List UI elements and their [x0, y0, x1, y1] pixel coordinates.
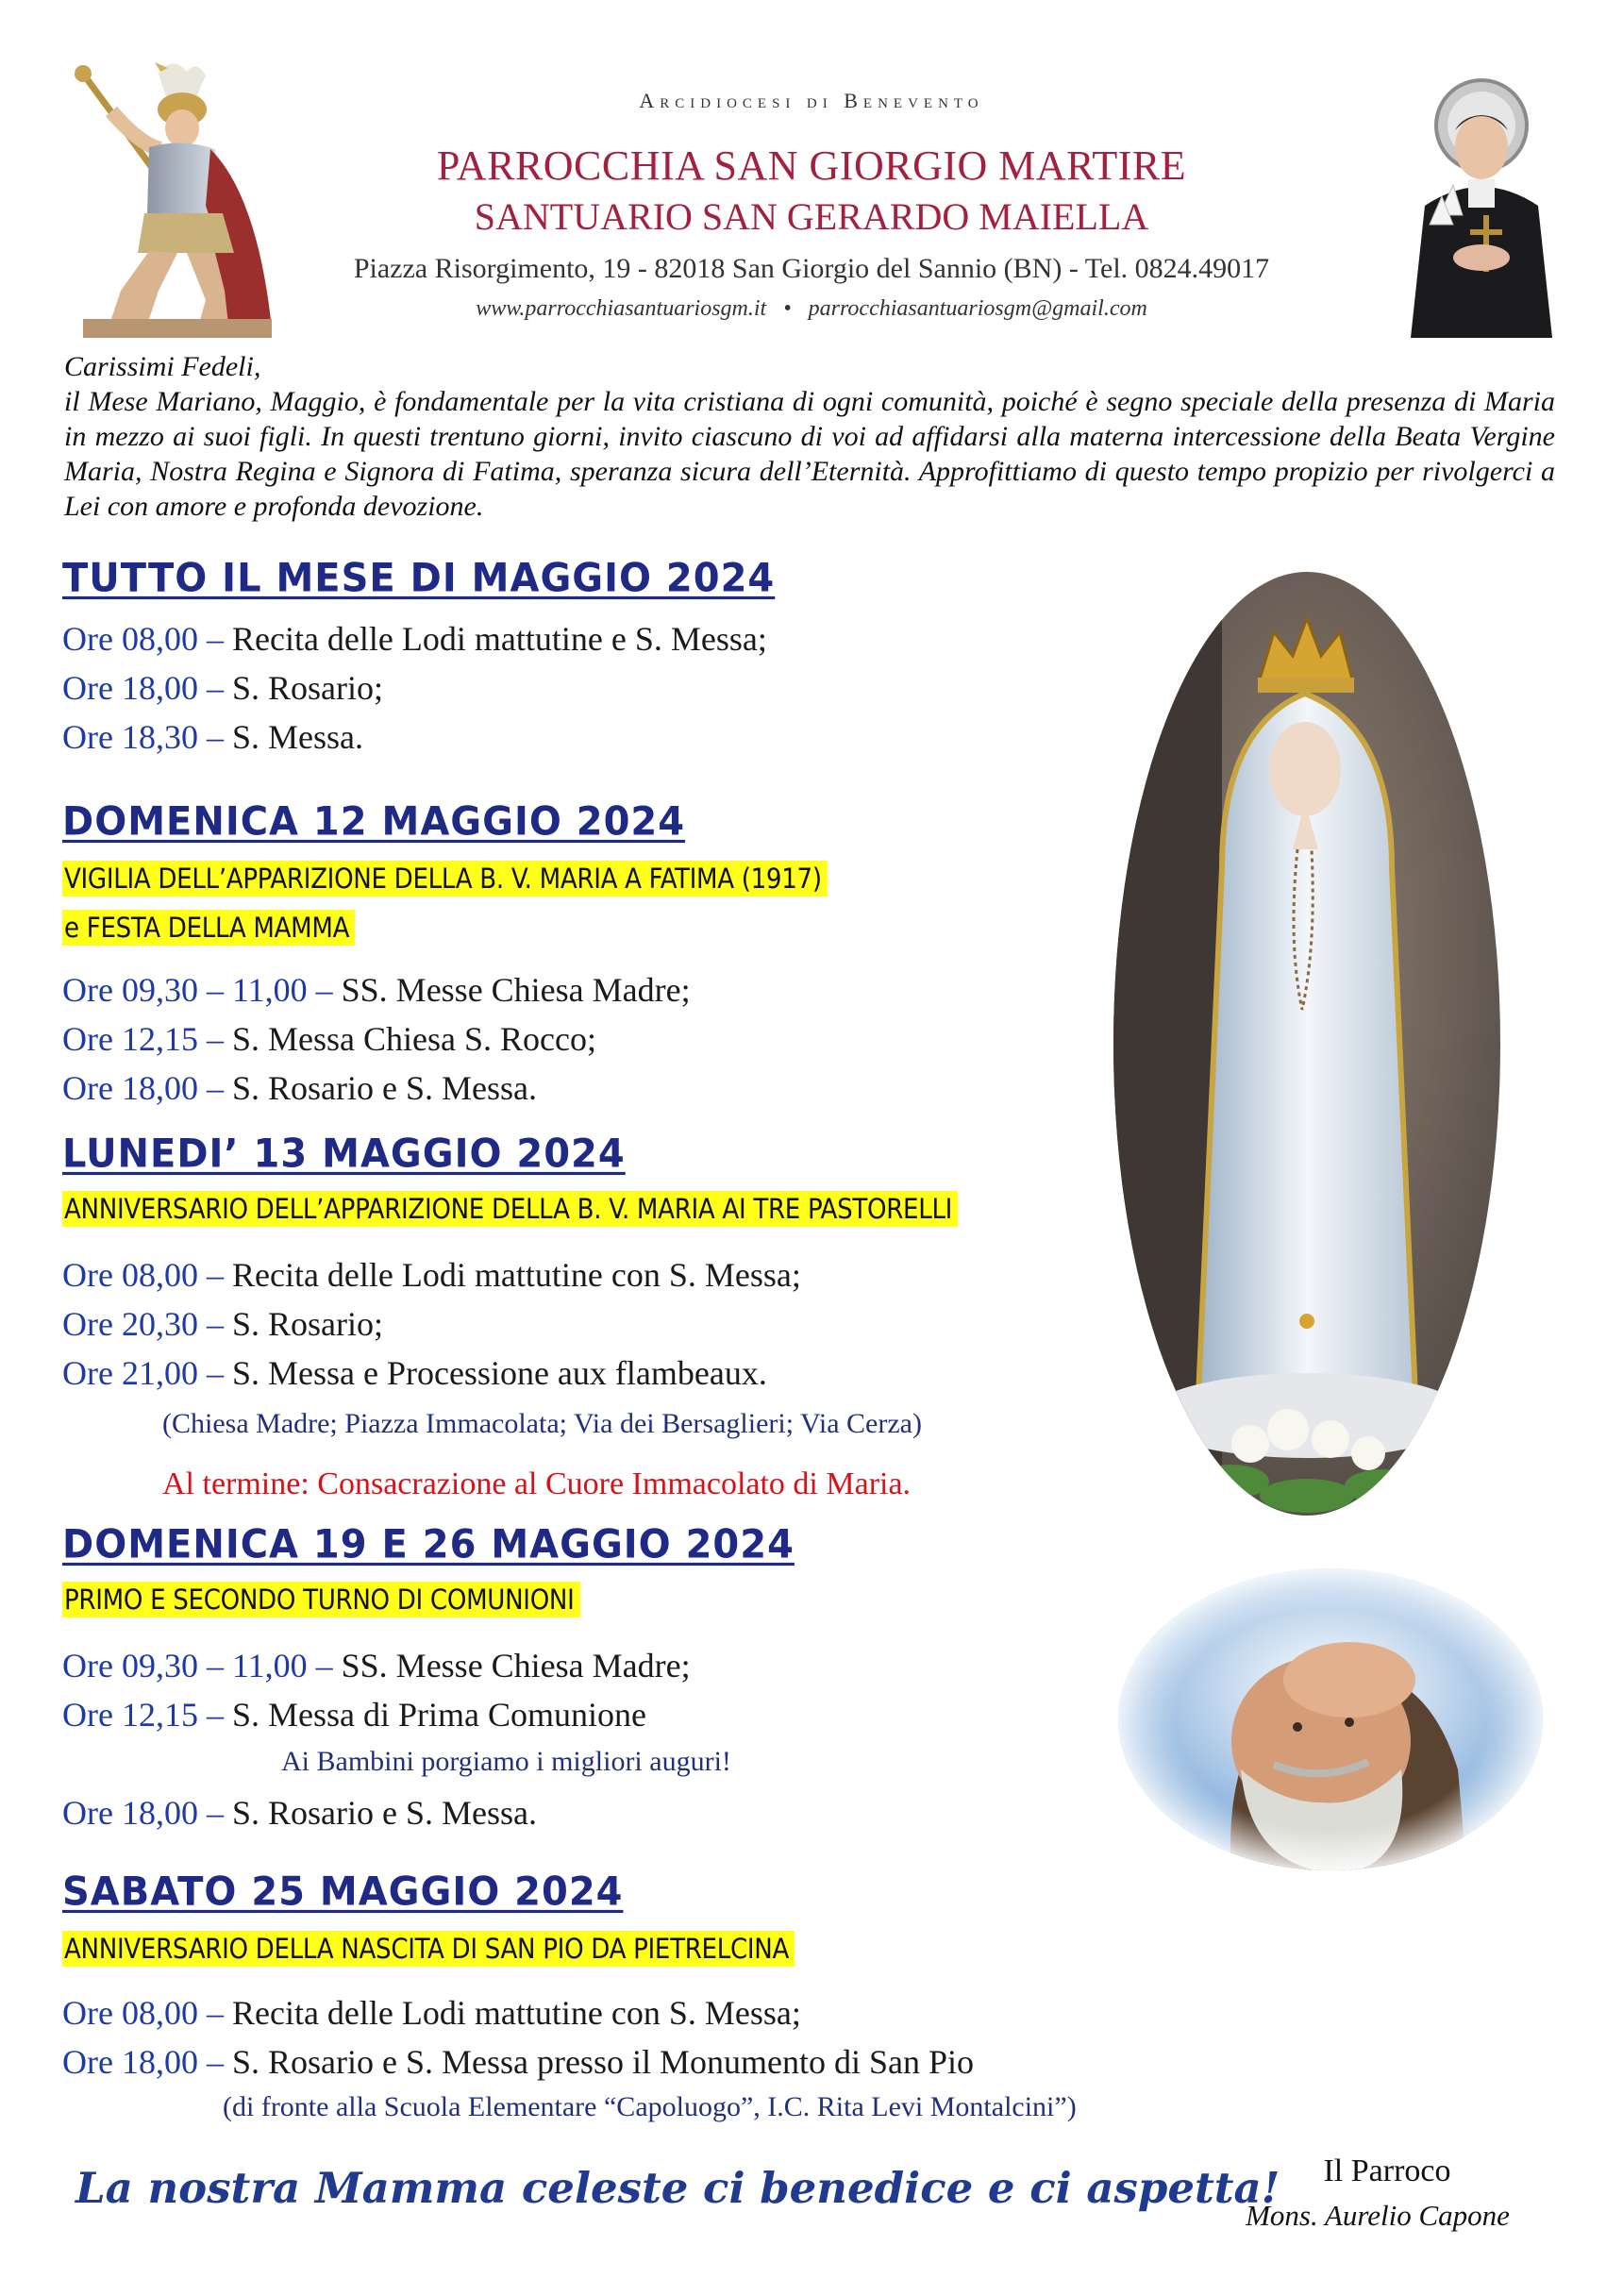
schedule-desc: SS. Messe Chiesa Madre; [341, 1647, 691, 1684]
procession-route-note: (Chiesa Madre; Piazza Immacolata; Via dei Bersaglieri; Via Cerza) [162, 1408, 922, 1439]
monument-location-note: (di fronte alla Scuola Elementare “Capoluogo”, I.C. Rita Levi Montalcini”) [223, 2091, 1077, 2122]
schedule-line [62, 1066, 537, 1110]
schedule-time: Ore 08,00 – [62, 1994, 224, 2032]
schedule-time: Ore 18,00 – [62, 669, 224, 707]
section-heading-may-25: SABATO 25 MAGGIO 2024 [62, 1869, 624, 1916]
schedule-desc: S. Messa. [231, 718, 363, 756]
contact-line [0, 296, 1623, 322]
closing-blessing: La nostra Mamma celeste ci benedice e ci aspetta! [75, 2163, 1280, 2213]
schedule-time: Ore 12,15 – [62, 1020, 224, 1058]
schedule-line [62, 1644, 691, 1687]
schedule-line [62, 715, 363, 759]
schedule-time: Ore 09,30 – 11,00 – [62, 1647, 333, 1684]
schedule-desc: Recita delle Lodi mattutine con S. Messa; [231, 1994, 801, 2032]
intro-body: il Mese Mariano, Maggio, è fondamentale per la vita cristiana di ogni comunità, poiché è segno speciale della presenza di Maria in mezzo ai suoi figli. In questi trentuno giorni, invito ciascuno di voi ad affidarsi alla materna intercessione della Beata Vergine Maria, Nostra Regina e Signora di Fatima, speranza sicura dell’Eternità. Approfittiamo di questo tempo propizio per rivolgerci a Lei con amore e profonda devozione. [64, 386, 1555, 522]
sanctuary-name: SANTUARIO SAN GERARDO MAIELLA [474, 195, 1149, 238]
schedule-line [62, 2040, 974, 2084]
highlight-banner: ANNIVERSARIO DELLA NASCITA DI SAN PIO DA PIETRELCINA [62, 1931, 795, 1967]
separator-bullet: • [783, 296, 792, 321]
email-link[interactable]: parrocchiasantuariosgm@gmail.com [808, 296, 1147, 321]
schedule-time: Ore 09,30 – 11,00 – [62, 971, 333, 1009]
schedule-desc: S. Rosario e S. Messa. [231, 1069, 537, 1107]
intro-letter [64, 349, 1555, 524]
consecration-note: Al termine: Consacrazione al Cuore Immacolato di Maria. [162, 1466, 912, 1501]
schedule-line [62, 1302, 383, 1346]
schedule-line [62, 1017, 596, 1061]
schedule-desc: S. Rosario e S. Messa presso il Monumento di San Pio [231, 2043, 974, 2081]
schedule-desc: SS. Messe Chiesa Madre; [341, 971, 691, 1009]
section-heading-may-12: DOMENICA 12 MAGGIO 2024 [62, 798, 686, 846]
schedule-line [62, 1351, 767, 1395]
highlight-banner: PRIMO E SECONDO TURNO DI COMUNIONI [62, 1582, 580, 1617]
first-communion-wish: Ai Bambini porgiamo i migliori auguri! [281, 1746, 731, 1777]
schedule-line [62, 1991, 801, 2035]
schedule-time: Ore 08,00 – [62, 1256, 224, 1294]
highlight-banner: e FESTA DELLA MAMMA [62, 910, 355, 946]
parish-address: Piazza Risorgimento, 19 - 82018 San Giorgio del Sannio (BN) - Tel. 0824.49017 [353, 253, 1270, 284]
schedule-desc: S. Rosario e S. Messa. [231, 1794, 537, 1832]
signature-role: Il Parroco [1323, 2154, 1451, 2188]
schedule-desc: S. Messa Chiesa S. Rocco; [231, 1020, 596, 1058]
schedule-time: Ore 08,00 – [62, 620, 224, 658]
madonna-fatima-image [1109, 566, 1505, 1521]
schedule-desc: S. Rosario; [231, 1305, 383, 1343]
section-heading-all-month: TUTTO IL MESE DI MAGGIO 2024 [62, 555, 776, 602]
schedule-line [62, 1693, 646, 1736]
schedule-time: Ore 18,00 – [62, 2043, 224, 2081]
schedule-line [62, 968, 691, 1012]
schedule-time: Ore 18,00 – [62, 1794, 224, 1832]
schedule-time: Ore 18,30 – [62, 718, 224, 756]
schedule-line [62, 1253, 801, 1297]
section-heading-may-19-26: DOMENICA 19 E 26 MAGGIO 2024 [62, 1521, 795, 1568]
website-link[interactable]: www.parrocchiasantuariosgm.it [476, 296, 767, 321]
schedule-desc: S. Messa e Processione aux flambeaux. [231, 1354, 767, 1392]
schedule-line [62, 666, 383, 710]
schedule-time: Ore 18,00 – [62, 1069, 224, 1107]
schedule-desc: Recita delle Lodi mattutine con S. Messa; [231, 1256, 801, 1294]
schedule-line [62, 617, 767, 661]
schedule-desc: S. Rosario; [231, 669, 383, 707]
padre-pio-image [1109, 1562, 1552, 1878]
highlight-banner: VIGILIA DELL’APPARIZIONE DELLA B. V. MARIA A FATIMA (1917) [62, 861, 828, 897]
signature-name: Mons. Aurelio Capone [1246, 2199, 1510, 2232]
schedule-time: Ore 21,00 – [62, 1354, 224, 1392]
parish-name: PARROCCHIA SAN GIORGIO MARTIRE [436, 142, 1187, 189]
archdiocese-name: Arcidiocesi di Benevento [639, 89, 984, 112]
schedule-desc: Recita delle Lodi mattutine e S. Messa; [231, 620, 767, 658]
schedule-line [62, 1791, 537, 1835]
section-heading-may-13: LUNEDI’ 13 MAGGIO 2024 [62, 1131, 626, 1178]
highlight-banner: ANNIVERSARIO DELL’APPARIZIONE DELLA B. V. MARIA AI TRE PASTORELLI [62, 1191, 958, 1227]
intro-greeting: Carissimi Fedeli, [64, 351, 261, 382]
schedule-time: Ore 12,15 – [62, 1696, 224, 1734]
schedule-time: Ore 20,30 – [62, 1305, 224, 1343]
schedule-desc: S. Messa di Prima Comunione [231, 1696, 646, 1734]
